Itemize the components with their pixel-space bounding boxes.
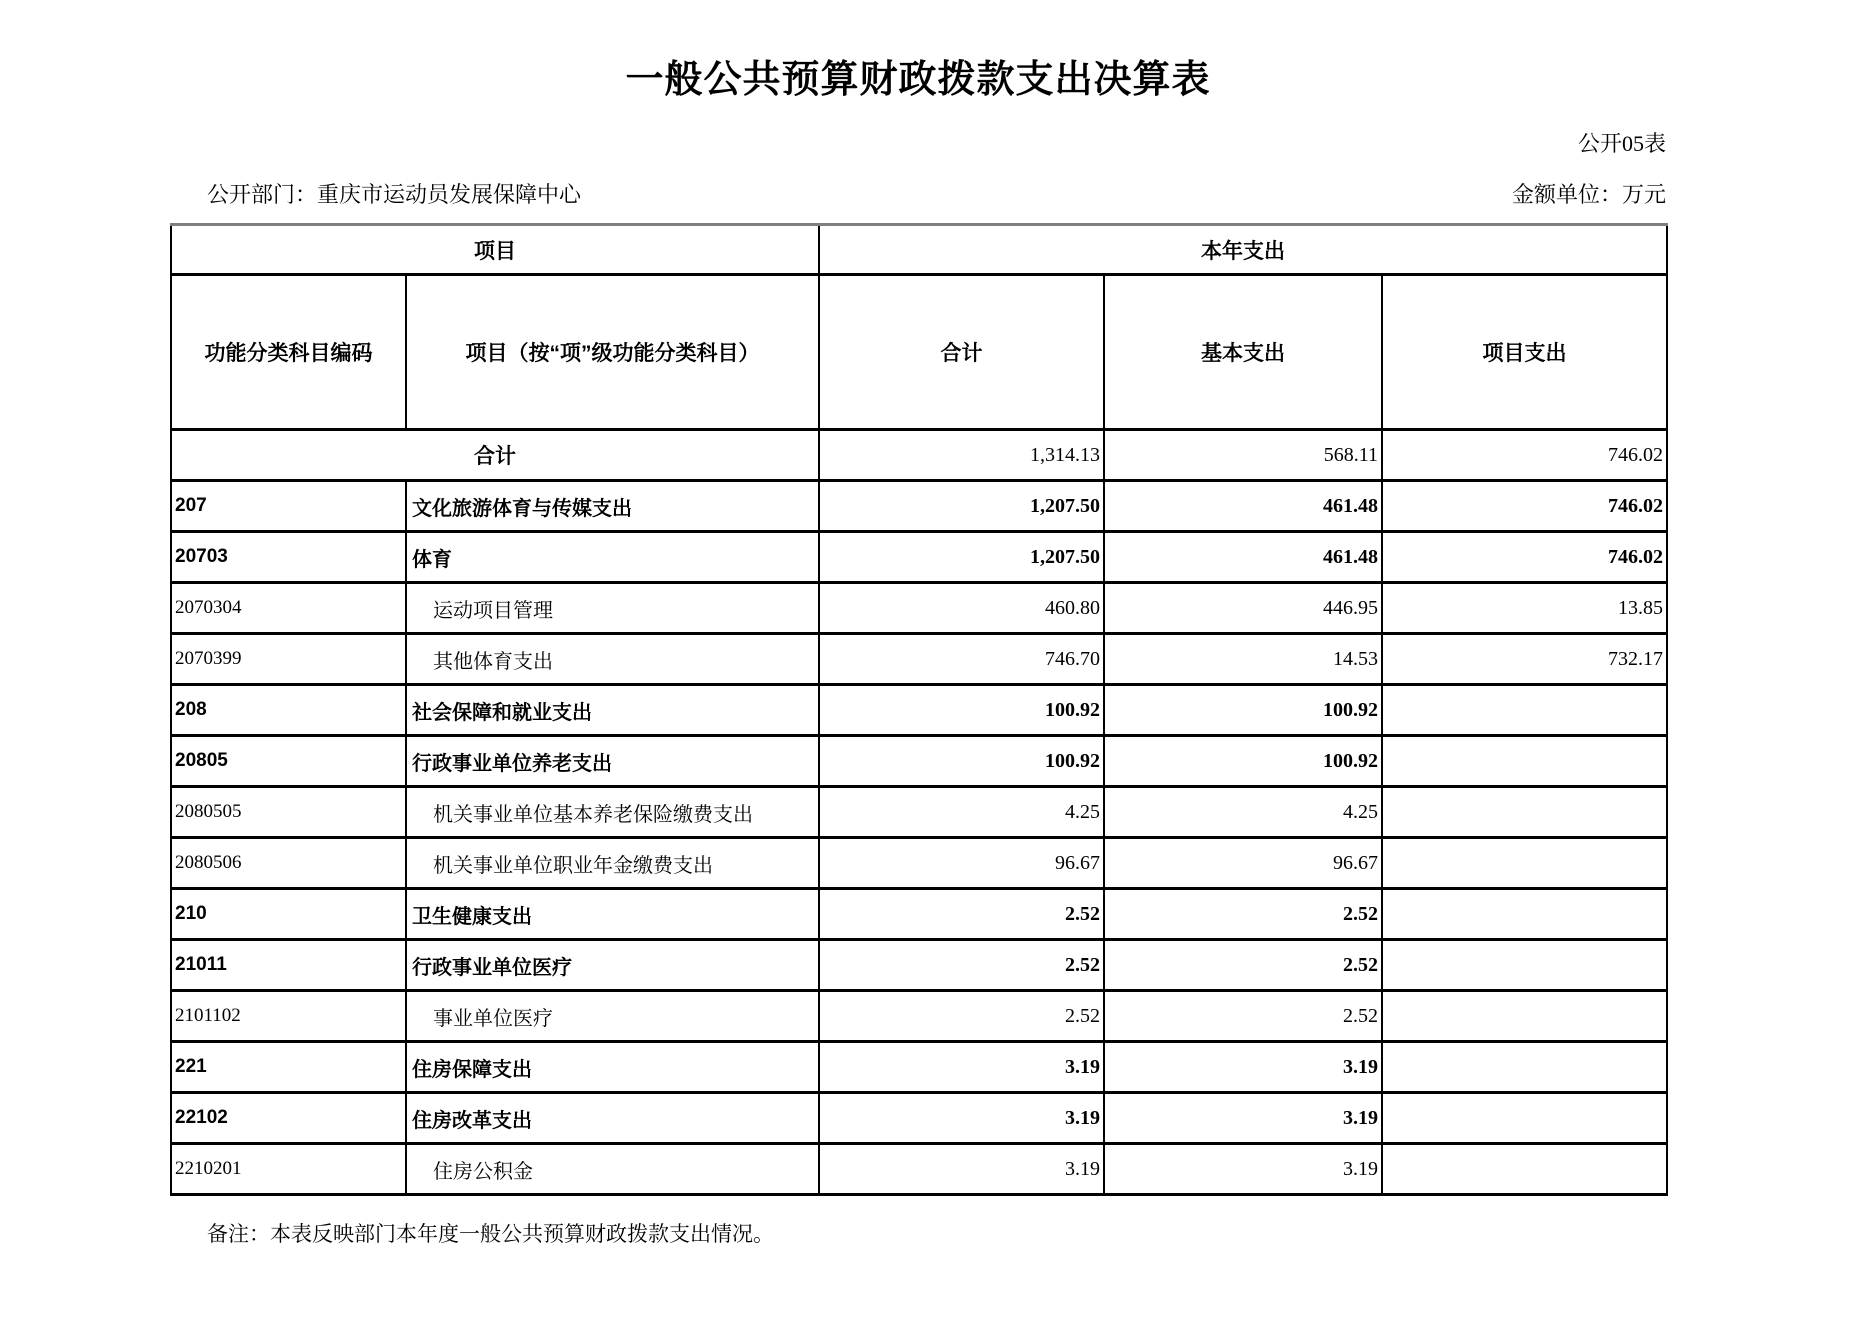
row-project: 732.17 xyxy=(1382,634,1667,685)
table-row xyxy=(171,736,1667,787)
header-group-row xyxy=(171,225,1667,275)
row-project xyxy=(1382,1144,1667,1195)
row-total: 3.19 xyxy=(819,1144,1104,1195)
row-code: 2080505 xyxy=(171,787,406,838)
row-name: 行政事业单位养老支出 xyxy=(406,736,819,787)
row-total: 2.52 xyxy=(819,940,1104,991)
table-row xyxy=(171,532,1667,583)
row-basic: 2.52 xyxy=(1104,991,1382,1042)
row-basic: 96.67 xyxy=(1104,838,1382,889)
table-row xyxy=(171,940,1667,991)
header-columns-row xyxy=(171,275,1667,430)
header-col-total: 合计 xyxy=(819,275,1104,430)
row-name: 文化旅游体育与传媒支出 xyxy=(406,481,819,532)
row-code: 20805 xyxy=(171,736,406,787)
table-row xyxy=(171,685,1667,736)
row-code: 2070304 xyxy=(171,583,406,634)
table-row-grand-total xyxy=(171,430,1667,481)
row-name: 行政事业单位医疗 xyxy=(406,940,819,991)
table-row xyxy=(171,583,1667,634)
grand-total-project: 746.02 xyxy=(1382,430,1667,481)
row-total: 3.19 xyxy=(819,1042,1104,1093)
row-total: 2.52 xyxy=(819,889,1104,940)
table-row xyxy=(171,1144,1667,1195)
header-group-expenditure: 本年支出 xyxy=(819,225,1667,275)
table-code-label: 公开05表 xyxy=(1577,131,1666,156)
row-code: 207 xyxy=(171,481,406,532)
row-project xyxy=(1382,991,1667,1042)
table-row xyxy=(171,991,1667,1042)
row-project: 746.02 xyxy=(1382,481,1667,532)
row-total: 4.25 xyxy=(819,787,1104,838)
grand-total-sum: 1,314.13 xyxy=(819,430,1104,481)
row-total: 3.19 xyxy=(819,1093,1104,1144)
row-code: 2101102 xyxy=(171,991,406,1042)
header-group-item: 项目 xyxy=(171,225,819,275)
row-project xyxy=(1382,736,1667,787)
row-basic: 2.52 xyxy=(1104,940,1382,991)
row-project xyxy=(1382,889,1667,940)
table-row xyxy=(171,787,1667,838)
row-basic: 461.48 xyxy=(1104,532,1382,583)
row-basic: 100.92 xyxy=(1104,736,1382,787)
row-project: 13.85 xyxy=(1382,583,1667,634)
row-total: 1,207.50 xyxy=(819,532,1104,583)
note: 备注：本表反映部门本年度一般公共预算财政拨款支出情况。 xyxy=(207,1222,774,1246)
row-total: 460.80 xyxy=(819,583,1104,634)
department-label: 公开部门：重庆市运动员发展保障中心 xyxy=(207,182,582,207)
header-col-basic: 基本支出 xyxy=(1104,275,1382,430)
expenditure-table xyxy=(170,223,1668,1196)
row-basic: 461.48 xyxy=(1104,481,1382,532)
table-row xyxy=(171,889,1667,940)
row-basic: 3.19 xyxy=(1104,1144,1382,1195)
table-row xyxy=(171,1042,1667,1093)
grand-total-label: 合计 xyxy=(171,430,819,481)
table-row xyxy=(171,481,1667,532)
row-name: 运动项目管理 xyxy=(406,583,819,634)
row-basic: 446.95 xyxy=(1104,583,1382,634)
row-project xyxy=(1382,787,1667,838)
row-total: 2.52 xyxy=(819,991,1104,1042)
row-project xyxy=(1382,1093,1667,1144)
row-project: 746.02 xyxy=(1382,532,1667,583)
document-content xyxy=(170,0,1666,1248)
row-code: 208 xyxy=(171,685,406,736)
row-code: 21011 xyxy=(171,940,406,991)
row-code: 22102 xyxy=(171,1093,406,1144)
table-row xyxy=(171,634,1667,685)
header-col-item: 项目（按“项”级功能分类科目） xyxy=(406,275,819,430)
row-name: 其他体育支出 xyxy=(406,634,819,685)
row-project xyxy=(1382,838,1667,889)
row-basic: 4.25 xyxy=(1104,787,1382,838)
row-name: 住房公积金 xyxy=(406,1144,819,1195)
table-row xyxy=(171,838,1667,889)
meta-line xyxy=(170,178,1666,209)
page-title: 一般公共预算财政拨款支出决算表 xyxy=(625,59,1211,101)
row-basic: 14.53 xyxy=(1104,634,1382,685)
row-basic: 100.92 xyxy=(1104,685,1382,736)
row-basic: 3.19 xyxy=(1104,1093,1382,1144)
row-code: 20703 xyxy=(171,532,406,583)
row-project xyxy=(1382,940,1667,991)
row-basic: 2.52 xyxy=(1104,889,1382,940)
header-col-code: 功能分类科目编码 xyxy=(171,275,406,430)
row-name: 机关事业单位基本养老保险缴费支出 xyxy=(406,787,819,838)
row-total: 100.92 xyxy=(819,685,1104,736)
row-total: 746.70 xyxy=(819,634,1104,685)
row-code: 2210201 xyxy=(171,1144,406,1195)
row-name: 卫生健康支出 xyxy=(406,889,819,940)
row-name: 社会保障和就业支出 xyxy=(406,685,819,736)
unit-label: 金额单位：万元 xyxy=(1511,182,1666,207)
row-code: 2080506 xyxy=(171,838,406,889)
row-code: 2070399 xyxy=(171,634,406,685)
grand-total-basic: 568.11 xyxy=(1104,430,1382,481)
row-total: 96.67 xyxy=(819,838,1104,889)
table-row xyxy=(171,1093,1667,1144)
row-name: 事业单位医疗 xyxy=(406,991,819,1042)
row-total: 1,207.50 xyxy=(819,481,1104,532)
header-col-project: 项目支出 xyxy=(1382,275,1667,430)
row-code: 221 xyxy=(171,1042,406,1093)
row-name: 住房保障支出 xyxy=(406,1042,819,1093)
row-name: 机关事业单位职业年金缴费支出 xyxy=(406,838,819,889)
row-name: 住房改革支出 xyxy=(406,1093,819,1144)
row-code: 210 xyxy=(171,889,406,940)
row-total: 100.92 xyxy=(819,736,1104,787)
row-basic: 3.19 xyxy=(1104,1042,1382,1093)
row-project xyxy=(1382,1042,1667,1093)
row-project xyxy=(1382,685,1667,736)
row-name: 体育 xyxy=(406,532,819,583)
